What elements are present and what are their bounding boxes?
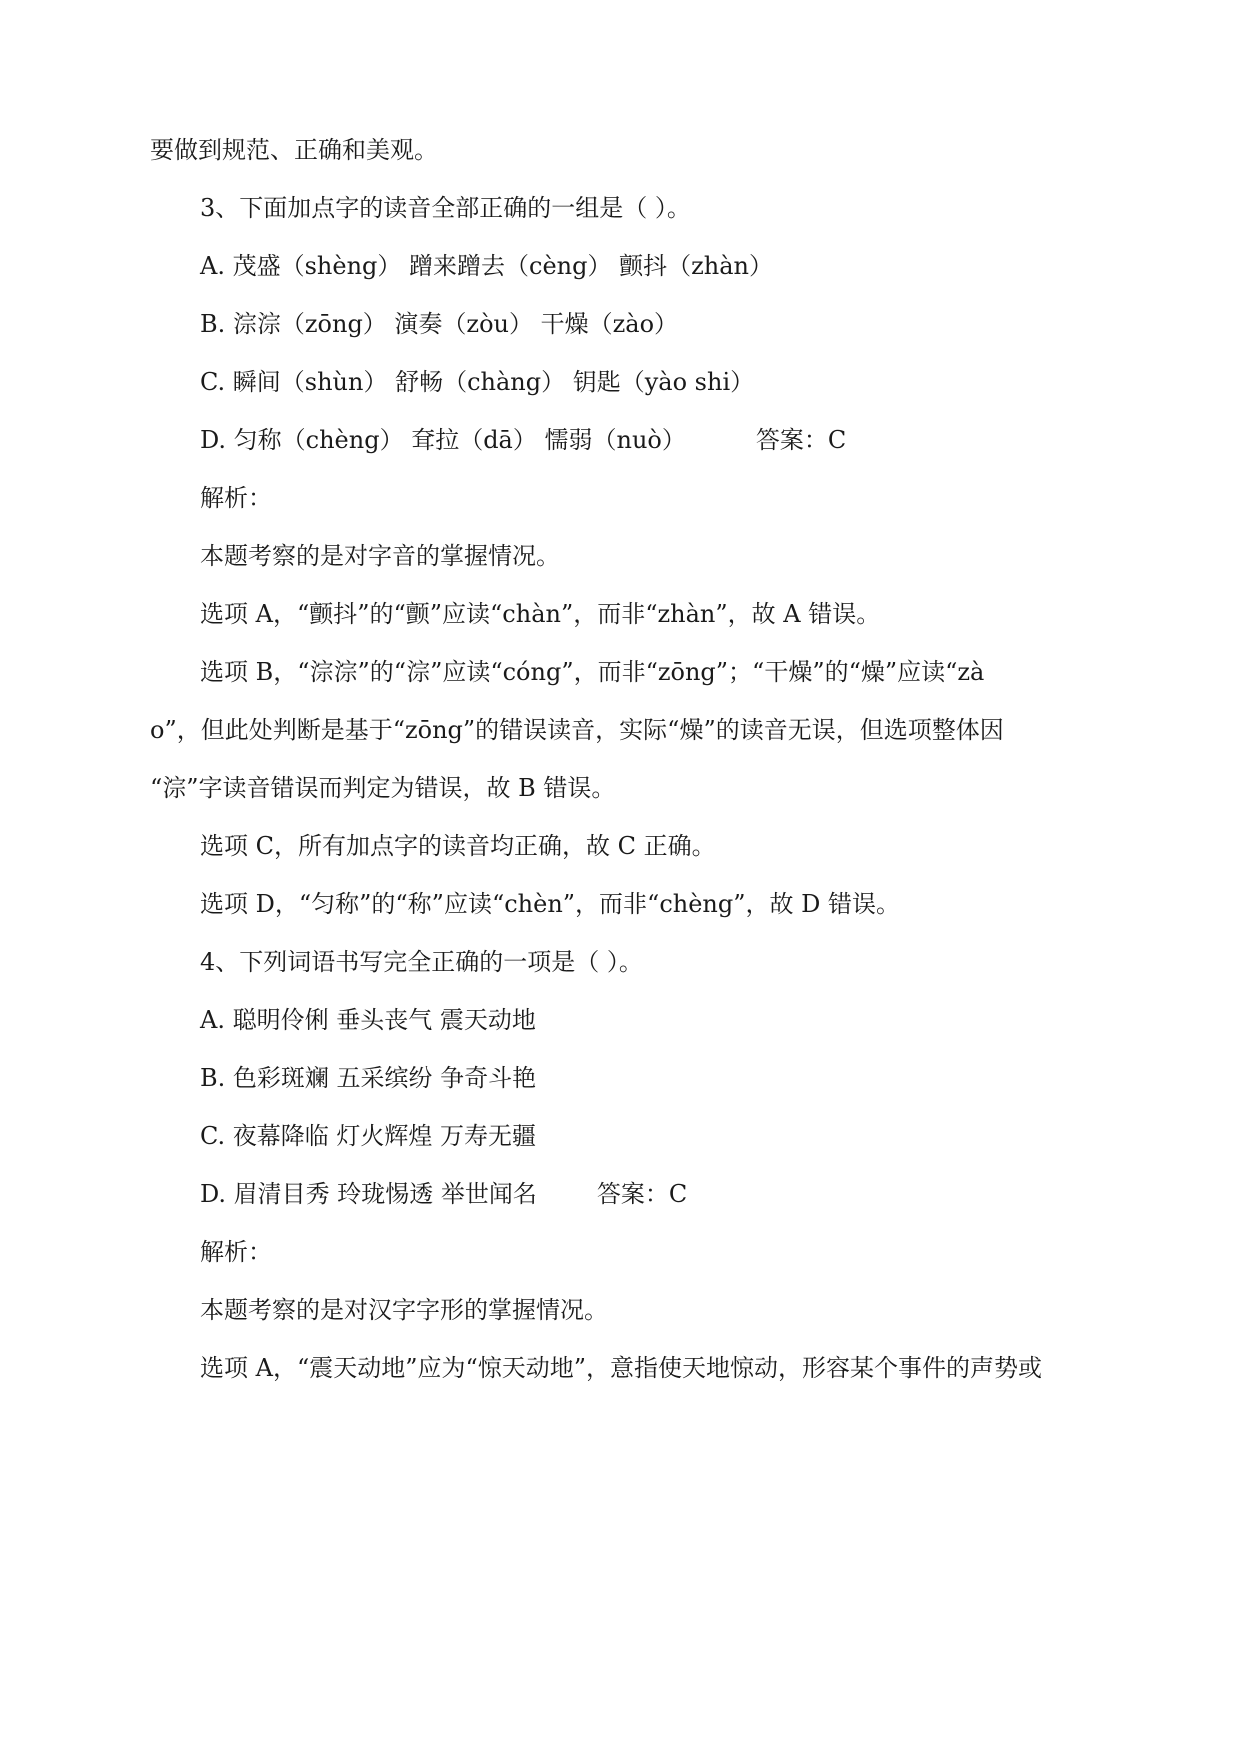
question-3-option-b: B. 淙淙（zōng） 演奏（zòu） 干燥（zào）	[200, 310, 679, 338]
analysis-text: 选项 D，“匀称”的“称”应读“chèn”，而非“chèng”，故 D 错误。	[200, 890, 901, 918]
question-4-option-a: A. 聪明伶俐 垂头丧气 震天动地	[200, 1006, 536, 1034]
analysis-text: 选项 A，“震天动地”应为“惊天动地”，意指使天地惊动，形容某个事件的声势或	[200, 1354, 1043, 1382]
question-4-option-b: B. 色彩斑斓 五采缤纷 争奇斗艳	[200, 1064, 537, 1092]
analysis-text: 选项 A，“颤抖”的“颤”应读“chàn”，而非“zhàn”，故 A 错误。	[200, 600, 881, 628]
question-4-title: 4、下列词语书写完全正确的一项是（ ）。	[200, 948, 643, 976]
analysis-text: “淙”字读音错误而判定为错误，故 B 错误。	[150, 774, 616, 802]
question-4-option-d	[200, 1178, 687, 1210]
option-d-text: D. 眉清目秀 玲珑惕透 举世闻名	[200, 1180, 537, 1208]
text-line: 要做到规范、正确和美观。	[150, 136, 438, 164]
question-3-option-a: A. 茂盛（shèng） 蹭来蹭去（cèng） 颤抖（zhàn）	[200, 252, 773, 280]
analysis-text: 选项 B，“淙淙”的“淙”应读“cóng”，而非“zōng”；“干燥”的“燥”应读“zà	[200, 658, 985, 686]
analysis-text: 本题考察的是对字音的掌握情况。	[200, 542, 560, 570]
question-3-title: 3、下面加点字的读音全部正确的一组是（ ）。	[200, 194, 691, 222]
question-3-answer: 答案：C	[755, 426, 847, 454]
analysis-text: 选项 C，所有加点字的读音均正确，故 C 正确。	[200, 832, 716, 860]
option-d-text: D. 匀称（chèng） 耷拉（dā） 懦弱（nuò）	[200, 426, 686, 454]
analysis-text: 本题考察的是对汉字字形的掌握情况。	[200, 1296, 608, 1324]
analysis-label: 解析：	[200, 484, 272, 512]
question-4-option-c: C. 夜幕降临 灯火辉煌 万寿无疆	[200, 1122, 537, 1150]
analysis-label: 解析：	[200, 1238, 272, 1266]
question-4-answer: 答案：C	[596, 1180, 688, 1208]
question-3-option-c: C. 瞬间（shùn） 舒畅（chàng） 钥匙（yào shi）	[200, 368, 755, 396]
question-3-option-d	[200, 424, 846, 456]
analysis-text: o”，但此处判断是基于“zōng”的错误读音，实际“燥”的读音无误，但选项整体因	[150, 716, 1004, 744]
